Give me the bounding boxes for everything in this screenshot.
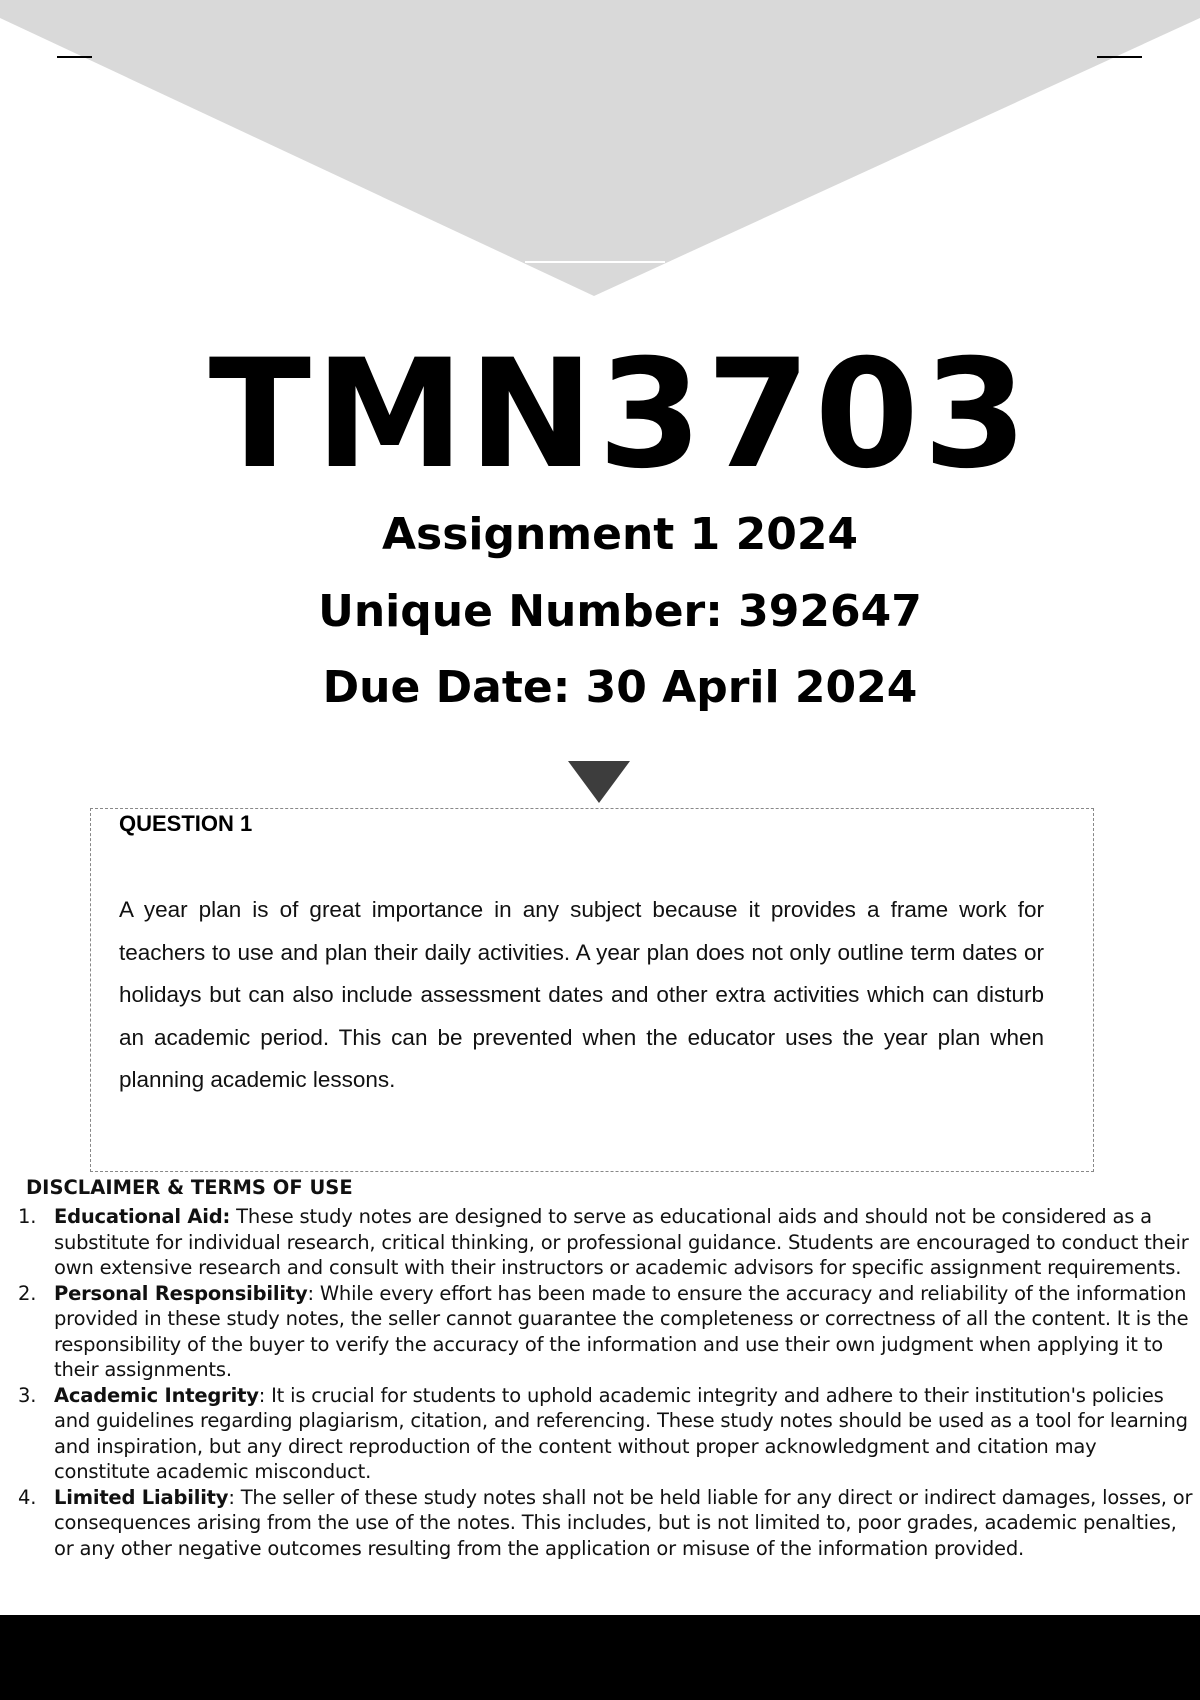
triangle-down-icon bbox=[568, 761, 630, 803]
term-text: : While every effort has been made to ensure the accuracy and reliability of the information provided in these study notes, the seller cannot guarantee the completeness or correctness of all the content. It is the responsibility of the buyer to verify the accuracy of the information and use their own judgment when applying it to their assignments. bbox=[54, 1281, 1189, 1381]
term-number: 1. bbox=[18, 1205, 37, 1228]
term-item bbox=[14, 1485, 1194, 1562]
term-number: 4. bbox=[18, 1485, 37, 1509]
term-item bbox=[14, 1281, 1194, 1383]
term-item bbox=[14, 1204, 1194, 1281]
question-heading: QUESTION 1 bbox=[119, 811, 253, 836]
question-box bbox=[90, 808, 1094, 1172]
assignment-title: Assignment 1 2024 bbox=[381, 509, 859, 560]
unique-number: Unique Number: 392647 bbox=[318, 586, 922, 637]
term-text: : The seller of these study notes shall not be held liable for any direct or indirect damages, losses, or consequences arising from the use of the notes. This includes, but is not limited to, poor grades, academic penalties, or any other negative outcomes resulting from the application or misuse of the information provided. bbox=[54, 1485, 1193, 1560]
term-title: Educational Aid: bbox=[54, 1205, 231, 1228]
term-number: 3. bbox=[18, 1383, 37, 1407]
term-title: Limited Liability bbox=[54, 1485, 229, 1509]
term-title: Academic Integrity bbox=[54, 1383, 259, 1407]
disclaimer-section bbox=[14, 1176, 1194, 1561]
due-date: Due Date: 30 April 2024 bbox=[322, 662, 918, 713]
term-title: Personal Responsibility bbox=[54, 1281, 308, 1305]
term-text: These study notes are designed to serve as educational aids and should not be considered as a substitute for individual research, critical thinking, or professional guidance. Students are encouraged to conduct their own extensive research and consult with their instructors or academic advisors for specific assignment requirements. bbox=[54, 1205, 1189, 1279]
disclaimer-heading: DISCLAIMER & TERMS OF USE bbox=[26, 1176, 353, 1199]
chevron-banner-shape bbox=[0, 0, 1200, 296]
term-text: : It is crucial for students to uphold academic integrity and adhere to their institution's policies and guidelines regarding plagiarism, citation, and referencing. These study notes should be used as a tool for learning and inspiration, but any direct reproduction of the content without proper acknowledgment and citation may constitute academic misconduct. bbox=[54, 1383, 1188, 1483]
term-item bbox=[14, 1383, 1194, 1485]
question-text: A year plan is of great importance in any subject because it provides a frame work for teachers to use and plan their daily activities. A year plan does not only outline term dates or holidays but can also include assessment dates and other extra activities which can disturb an academic period. This can be prevented when the educator uses the year plan when planning academic lessons. bbox=[119, 897, 1044, 1092]
course-code: TMN3703 bbox=[208, 328, 1032, 502]
footer-bar bbox=[0, 1615, 1200, 1700]
chevron-banner bbox=[0, 0, 1200, 300]
term-number: 2. bbox=[18, 1281, 37, 1305]
terms-list bbox=[14, 1204, 1194, 1561]
